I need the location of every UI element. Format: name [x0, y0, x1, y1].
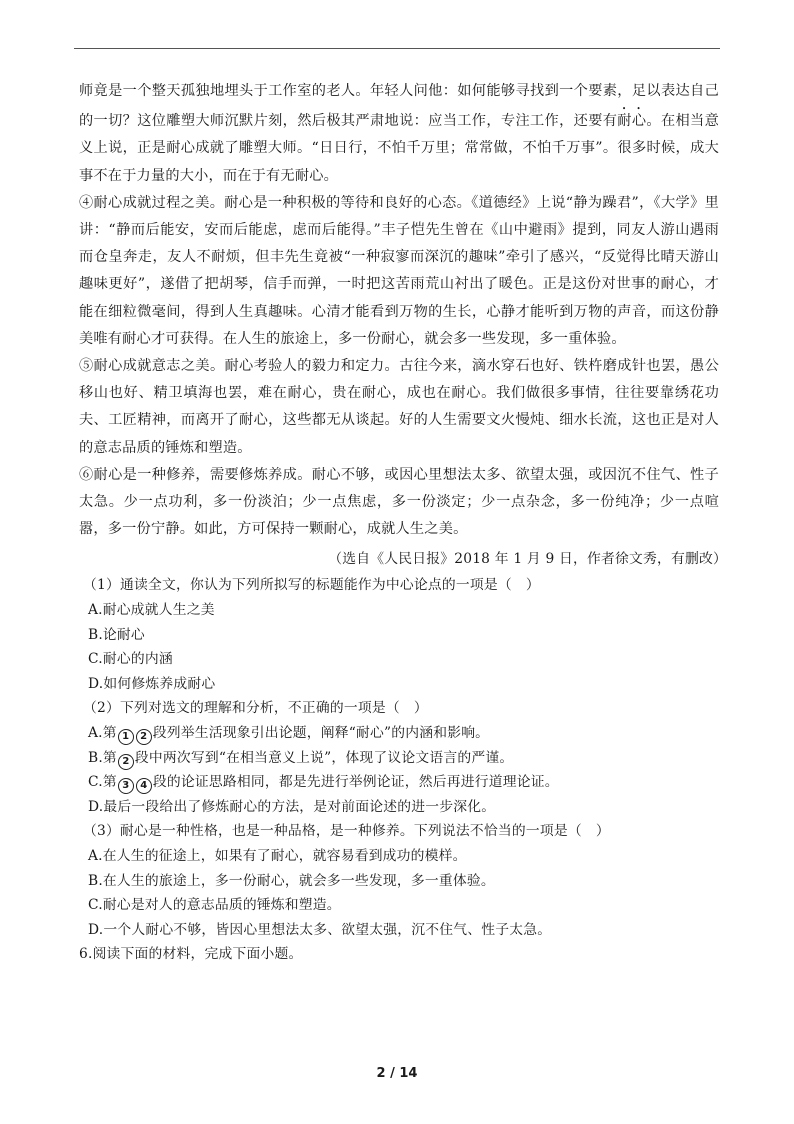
option-a: A.耐心成就人生之美	[88, 602, 215, 619]
option-b: B.在人生的旅途上，多一份耐心，就会多一些发现，多一重体验。	[88, 872, 495, 889]
option-d: D.一个人耐心不够，皆因心里想法太多、欲望太强，沉不住气、性子太急。	[88, 921, 552, 938]
circled-number: 2	[136, 729, 152, 745]
question-stem: （1）通读全文，你认为下列所拟写的标题能作为中心论点的一项是（ ）	[83, 577, 540, 594]
option-a: A.第 1 2 段列举生活现象引出论题，阐释“耐心”的内涵和影响。	[79, 721, 719, 746]
question-6-heading: 6.阅读下面的材料，完成下面小题。	[79, 946, 303, 963]
option-c: C.耐心的内涵	[88, 651, 173, 668]
document-body	[79, 78, 727, 967]
option-a: A.在人生的征途上，如果有了耐心，就容易看到成功的模样。	[88, 847, 467, 864]
option-d: D.最后一段给出了修炼耐心的方法，是对前面论述的进一步深化。	[88, 798, 496, 815]
option-b: B.第 2 段中两次写到“在相当意义上说”，体现了议论文语言的严谨。	[79, 746, 719, 771]
option-d: D.如何修炼养成耐心	[88, 675, 216, 692]
header-rule	[74, 48, 720, 49]
option-c: C.耐心是对人的意志品质的锤炼和塑造。	[88, 897, 341, 914]
emphasized-text: 耐心	[617, 113, 647, 130]
question-stem: （3）耐心是一种性格，也是一种品格，是一种修养。下列说法不恰当的一项是（ ）	[83, 823, 610, 840]
question-1	[79, 573, 719, 696]
question-stem: （2）下列对选文的理解和分析，不正确的一项是（ ）	[83, 700, 428, 717]
paragraph-6: ⑥耐心是一种修养，需要修炼养成。耐心不够，或因心里想法太多、欲望太强，或因沉不住气、性子太急。少一点功利，多一份淡泊；少一点焦虑，多一份淡定；少一点杂念，多一份纯净；少一点喧嚣，多一份宁静。如此，方可保持一颗耐心，成就人生之美。	[79, 466, 719, 538]
option-b: B.论耐心	[88, 626, 145, 643]
option-c: C.第 3 4 段的论证思路相同，都是先进行举例论证，然后再进行道理论证。	[79, 770, 719, 795]
paragraph-5: ⑤耐心成就意志之美。耐心考验人的毅力和定力。古往今来，滴水穿石也好、铁杵磨成针也罢，愚公移山也好、精卫填海也罢，难在耐心，贵在耐心，成也在耐心。我们做很多事情，往往要靠绣花功夫、工匠精神，而离开了耐心，这些都无从谈起。好的人生需要文火慢炖、细水长流，这也正是对人的意志品质的锤炼和塑造。	[79, 358, 719, 456]
circled-number: 3	[118, 778, 134, 794]
paragraph-4: ④耐心成就过程之美。耐心是一种积极的等待和良好的心态。《道德经》上说“静为躁君”，《大学》里讲：“静而后能安，安而后能虑，虑而后能得。”丰子恺先生曾在《山中避雨》提到，同友人游山遇雨而仓皇奔走，友人不耐烦，但丰先生竟被“一种寂寥而深沉的趣味”牵引了感兴，“反觉得比晴天游山趣味更好”，遂借了把胡琴，信手而弹，一时把这苦雨荒山衬出了暖色。正是这份对世事的耐心，才能在细粒微毫间，得到人生真趣味。心清才能看到万物的生长，心静才能听到万物的声音，而这份静美唯有耐心才可获得。在人生的旅途上，多一份耐心，就会多一些发现，多一重体验。	[79, 194, 719, 347]
question-2	[79, 696, 719, 819]
circled-number: 2	[118, 754, 134, 770]
page-number: 2 / 14	[376, 1066, 418, 1081]
question-3	[79, 819, 719, 942]
circled-number: 1	[118, 729, 134, 745]
paragraph-3: 师竟是一个整天孤独地埋头于工作室的老人。年轻人问他：如何能够寻找到一个要素，足以表达自己的一切？这位雕塑大师沉默片刻，然后极其严肃地说：应当工作，专注工作，还要有耐心。在相当意义上说，正是耐心成就了雕塑大师。“日日行，不怕千万里；常常做，不怕千万事”。很多时候，成大事不在于力量的大小，而在于有无耐心。	[79, 83, 719, 184]
circled-number: 4	[136, 778, 152, 794]
source-citation: （选自《人民日报》2018 年 1 月 9 日，作者徐文秀，有删改）	[328, 551, 727, 568]
